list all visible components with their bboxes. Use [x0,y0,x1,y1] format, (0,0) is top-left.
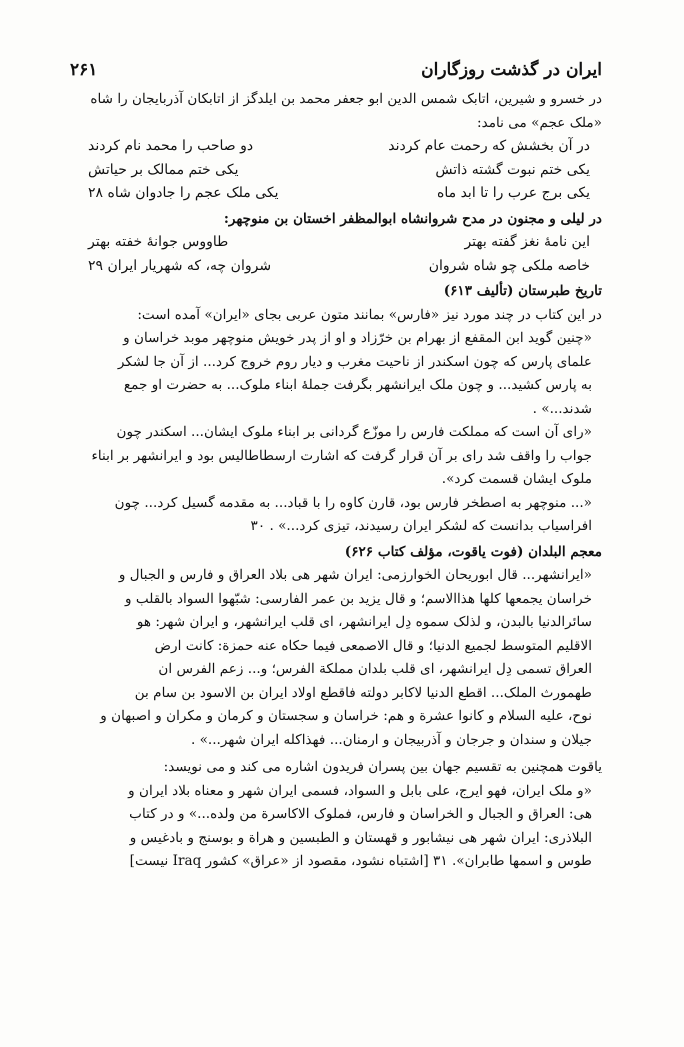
hemistich: یکی ختم ممالک بر حیاتش [88,161,239,178]
layli-intro: در لیلی و مجنون در مدح شروانشاه ابوالمظفر اخستان بن منوچهر: [223,210,602,227]
tabari-quote-3 [70,492,602,539]
hemistich: یکی ملک عجم را جادوان شاه ۲۸ [88,185,279,201]
hemistich: یکی برج عرب را تا ابد ماه [437,185,590,201]
hemistich: این نامهٔ نغز گفته بهتر [464,234,590,250]
verse-block-layli [70,231,602,278]
section-heading-yaqut: معجم البلدان (فوت یاقوت، مؤلف کتاب ۶۲۶) [344,543,602,560]
intro-line: در خسرو و شیرین، اتابک شمس الدین ابو جعفر محمد بن ایلدگز از اتابکان آذربایجان را شاه [90,91,602,107]
quote-line: «و ملک ایران، فهو ایرج، علی بابل و السواد، فسمی ایران شهر و معناه بلاد ایران و [128,782,592,799]
quote-line: «... منوچهر به اصطخر فارس بود، قارن کاوه را با قباد... به مقدمه گسیل کرد... چون [114,494,592,511]
quote-line: خراسان یجمعها کلها هذاالاسم؛ و قال یزید بن عمر الفارسی: شبّهوا السواد بالقلب و [125,590,592,607]
quote-line: علمای پارس که چون اسکندر از ناحیت مغرب و دیار روم خروج کرد... از آن جا لشکر [117,353,592,370]
yaqut-division-intro: یاقوت همچنین به تقسیم جهان بین پسران فریدون اشاره می کند و می نویسد: [163,759,602,775]
verse-row [70,135,602,159]
quote-line: العراق تسمی دِل ایرانشهر، ای قلب بلدان مملکة الفرس؛ و... زعم الفرس ان [158,661,592,677]
intro-line: «ملک عجم» می نامد: [476,114,602,131]
quote-line: به پارس کشید... و چون ملک ایرانشهر بگرفت جملهٔ ابناء ملوک... به حضرت او جمع [123,377,592,393]
quote-line: البلاذری: ایران شهر هی نیشابور و قهستان و الطبسین و هراة و بوسنج و بادغیس و [129,829,592,846]
quote-line: «رای آن است که مملکت فارس را موزّع گردانی بر ابناء ملوک ایشان... اسکندر چون [116,424,592,440]
quote-line: افراسیاب بدانست که لشکر ایران رسیدند، تیزی کرد...» . ۳۰ [250,518,592,534]
tabari-intro: در این کتاب در چند مورد نیز «فارس» بمانند متون عربی بجای «ایران» آمده است: [137,306,602,323]
quote-line: «ایرانشهر... قال ابوریحان الخوارزمی: ایران شهر هی بلاد العراق و فارس و الجبال و [118,567,592,583]
hemistich: شروان چه، که شهریار ایران ۲۹ [88,257,272,274]
quote-line: طهمورث الملک... اقطع الدنیا لاکابر دولته فاقطع اولاد ایران بن الاسود بن سام بن [134,684,592,701]
verse-row [70,231,602,255]
tabari-quote-1 [70,327,602,421]
verse-row [70,159,602,183]
hemistich: دو صاحب را محمد نام کردند [88,138,254,154]
page-header [70,60,602,86]
quote-line: «چنین گوید ابن المقفع از بهرام بن خرّزاد و او از پدر خویش منوچهر موبد خراسان و [123,330,592,346]
running-title: ایران در گذشت روزگاران [421,60,602,80]
quote-line: هی: العراق و الجبال و الخراسان و فارس، فملوک الاکاسرة من ولده...» و در کتاب [129,806,592,822]
quote-line: جیلان و سندان و جرجان و آذربیجان و ارمنان... فهذاکله ایران شهر...» . [190,731,592,748]
quote-line: جواب را واقف شد رای بر آن قرار گرفت که اشارت ارسطاطالیس بود و ایرانشهر بر ابناء [91,447,592,464]
quote-line: نوح، علیه السلام و کانوا عشرة و هم: خراسان و سجستان و کرمان و مکران و اصبهان و [100,708,592,724]
verse-row [70,255,602,279]
yaqut-division-quote [70,780,602,874]
yaqut-quote [70,564,602,752]
verse-row [70,182,602,206]
hemistich: در آن بخشش که رحمت عام کردند [388,138,590,154]
quote-line: طوس و اسمها طابران». ۳۱ [اشتباه نشود، مقصود از «عراق» کشور Iraq نیست] [129,853,592,869]
quote-line: ملوک ایشان قسمت کرد». [441,471,592,487]
quote-line: سائرالدنیا بالبدن، و لذلک سموه دِل ایرانشهر، ای قلب ایرانشهر، و ایران شهر: هو [136,614,592,630]
quote-line: شدند...» . [532,400,592,417]
quote-line: الاقلیم المتوسط لجمیع الدنیا؛ و قال الاصمعی فیما حکاه عنه حمزة: کانت ارض [154,637,592,654]
tabari-quote-2 [70,421,602,492]
section-heading-tabari: تاریخ طبرستان (تألیف ۶۱۳) [443,283,602,299]
hemistich: یکی ختم نبوت گشته ذاتش [435,161,590,178]
page-content [70,88,602,874]
hemistich: خاصه ملکی چو شاه شروان [428,257,590,274]
hemistich: طاووس جوانهٔ خفته بهتر [88,234,229,250]
page-number: ۲۶۱ [70,60,98,80]
verse-block-khosrow [70,135,602,206]
